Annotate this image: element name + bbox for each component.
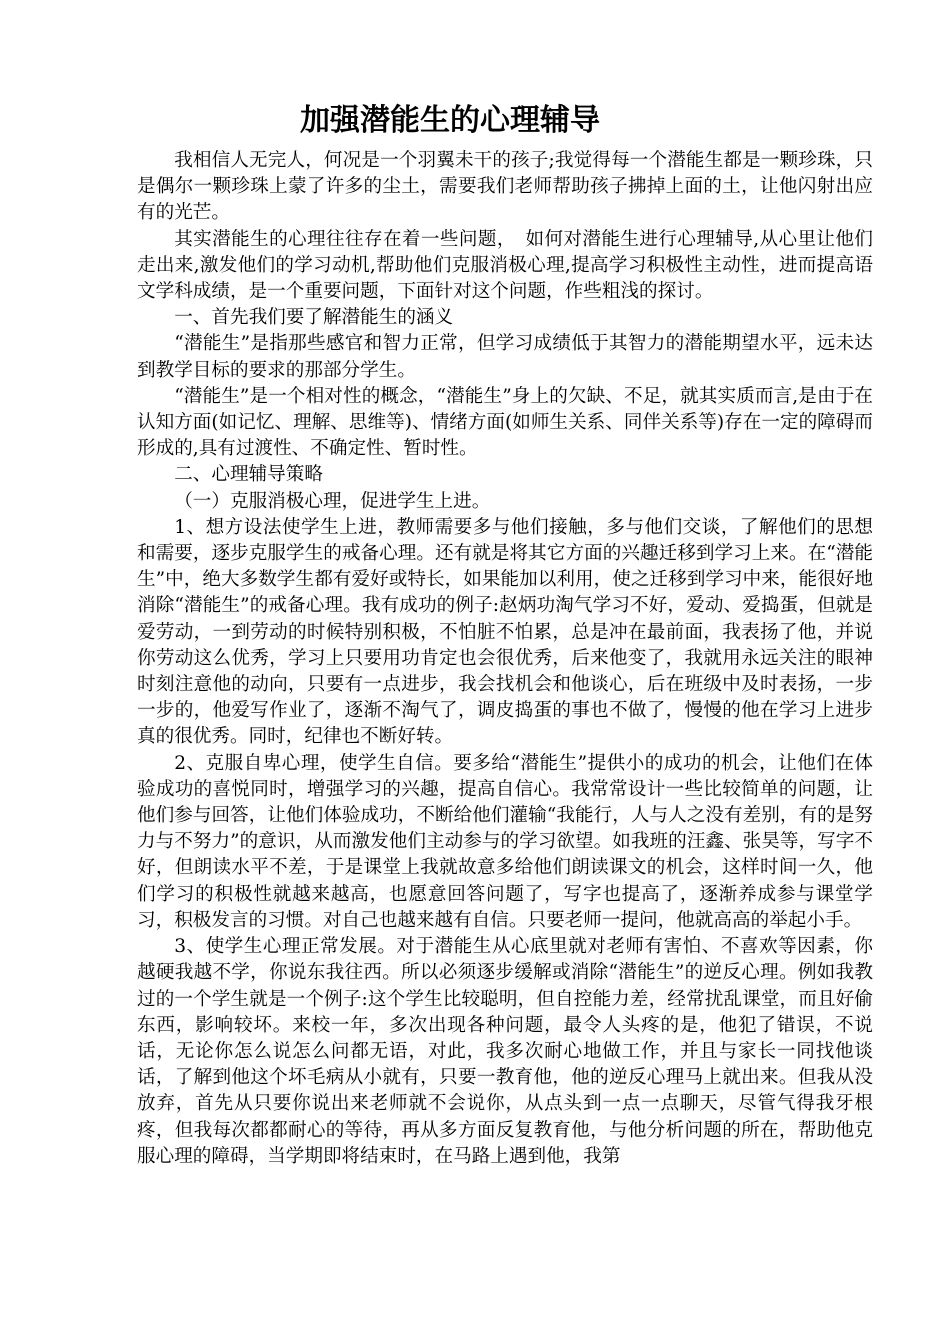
paragraph-definition: “潜能生”是指那些感官和智力正常，但学习成绩低于其智力的潜能期望水平，远未达到教学目标的要求的那部分学生。	[137, 333, 873, 381]
subsection-heading-overcome-negativity: （一）克服消极心理，促进学生上进。	[174, 490, 491, 512]
document-title: 加强潜能生的心理辅导	[300, 103, 600, 138]
section-heading-strategy: 二、心理辅导策略	[174, 464, 323, 486]
paragraph-problem-statement: 其实潜能生的心理往往存在着一些问题， 如何对潜能生进行心理辅导,从心里让他们走出来,激发他们的学习动机,帮助他们克服消极心理,提高学习积极性主动性，进而提高语文学科成绩，是一个重要问题，下面针对这个问题，作些粗浅的探讨。	[137, 228, 873, 303]
paragraph-intro: 我相信人无完人，何况是一个羽翼未干的孩子;我觉得每一个潜能生都是一颗珍珠，只是偶尔一颗珍珠上蒙了许多的尘土，需要我们老师帮助孩子拂掉上面的土，让他闪射出应有的光芒。	[137, 150, 873, 224]
paragraph-strategy-3: 3、使学生心理正常发展。对于潜能生从心底里就对老师有害怕、不喜欢等因素，你越硬我越不学，你说东我往西。所以必须逐步缓解或消除“潜能生”的逆反心理。例如我教过的一个学生就是一个例子:这个学生比较聪明，但自控能力差，经常扰乱课堂，而且好偷东西，影响较坏。来校一年，多次出现各种问题，最令人头疼的是，他犯了错误，不说话，无论你怎么说怎么问都无语，对此，我多次耐心地做工作，并且与家长一同找他谈话，了解到他这个坏毛病从小就有，只要一教育他，他的逆反心理马上就出来。但我从没放弃，首先从只要你说出来老师就不会说你，从点头到一点一点聊天，尽管气得我牙根疼，但我每次都都耐心的等待，再从多方面反复教育他，与他分析问题的所在，帮助他克服心理的障碍，当学期即将结束时，在马路上遇到他，我第	[137, 936, 873, 1167]
paragraph-strategy-2: 2、克服自卑心理，使学生自信。要多给“潜能生”提供小的成功的机会，让他们在体验成功的喜悦同时，增强学习的兴趣，提高自信心。我常常设计一些比较简单的问题，让他们参与回答，让他们体验成功，不断给他们灌输“我能行，人与人之没有差别，有的是努力与不努力”的意识，从而激发他们主动参与的学习欲望。如我班的汪鑫、张昊等，写字不好，但朗读水平不差，于是课堂上我就故意多给他们朗读课文的机会，这样时间一久，他们学习的积极性就越来越高，也愿意回答问题了，写字也提高了，逐渐养成参与课堂学习，积极发言的习惯。对自己也越来越有自信。只要老师一提问，他就高高的举起小手。	[137, 752, 873, 931]
document-body	[137, 148, 873, 1170]
section-heading-definition: 一、首先我们要了解潜能生的涵义	[174, 307, 454, 329]
paragraph-relative-concept: “潜能生”是一个相对性的概念，“潜能生”身上的欠缺、不足，就其实质而言,是由于在认知方面(如记忆、理解、思维等)、情绪方面(如师生关系、同伴关系等)存在一定的障碍而形成的,具有过渡性、不确定性、暂时性。	[137, 385, 873, 460]
paragraph-strategy-1: 1、想方设法使学生上进，教师需要多与他们接触，多与他们交谈，了解他们的思想和需要，逐步克服学生的戒备心理。还有就是将其它方面的兴趣迁移到学习上来。在“潜能生”中，绝大多数学生都有爱好或特长，如果能加以利用，使之迁移到学习中来，能很好地消除“潜能生”的戒备心理。我有成功的例子:赵炳功淘气学习不好，爱动、爱捣蛋，但就是爱劳动，一到劳动的时候特别积极，不怕脏不怕累，总是冲在最前面，我表扬了他，并说你劳动这么优秀，学习上只要用功肯定也会很优秀，后来他变了，我就用永远关注的眼神时刻注意他的动向，只要有一点进步，我会找机会和他谈心，后在班级中及时表扬，一步一步的，他爱写作业了，逐渐不淘气了，调皮捣蛋的事也不做了，慢慢的他在学习上进步真的很优秀。同时，纪律也不断好转。	[137, 516, 873, 748]
